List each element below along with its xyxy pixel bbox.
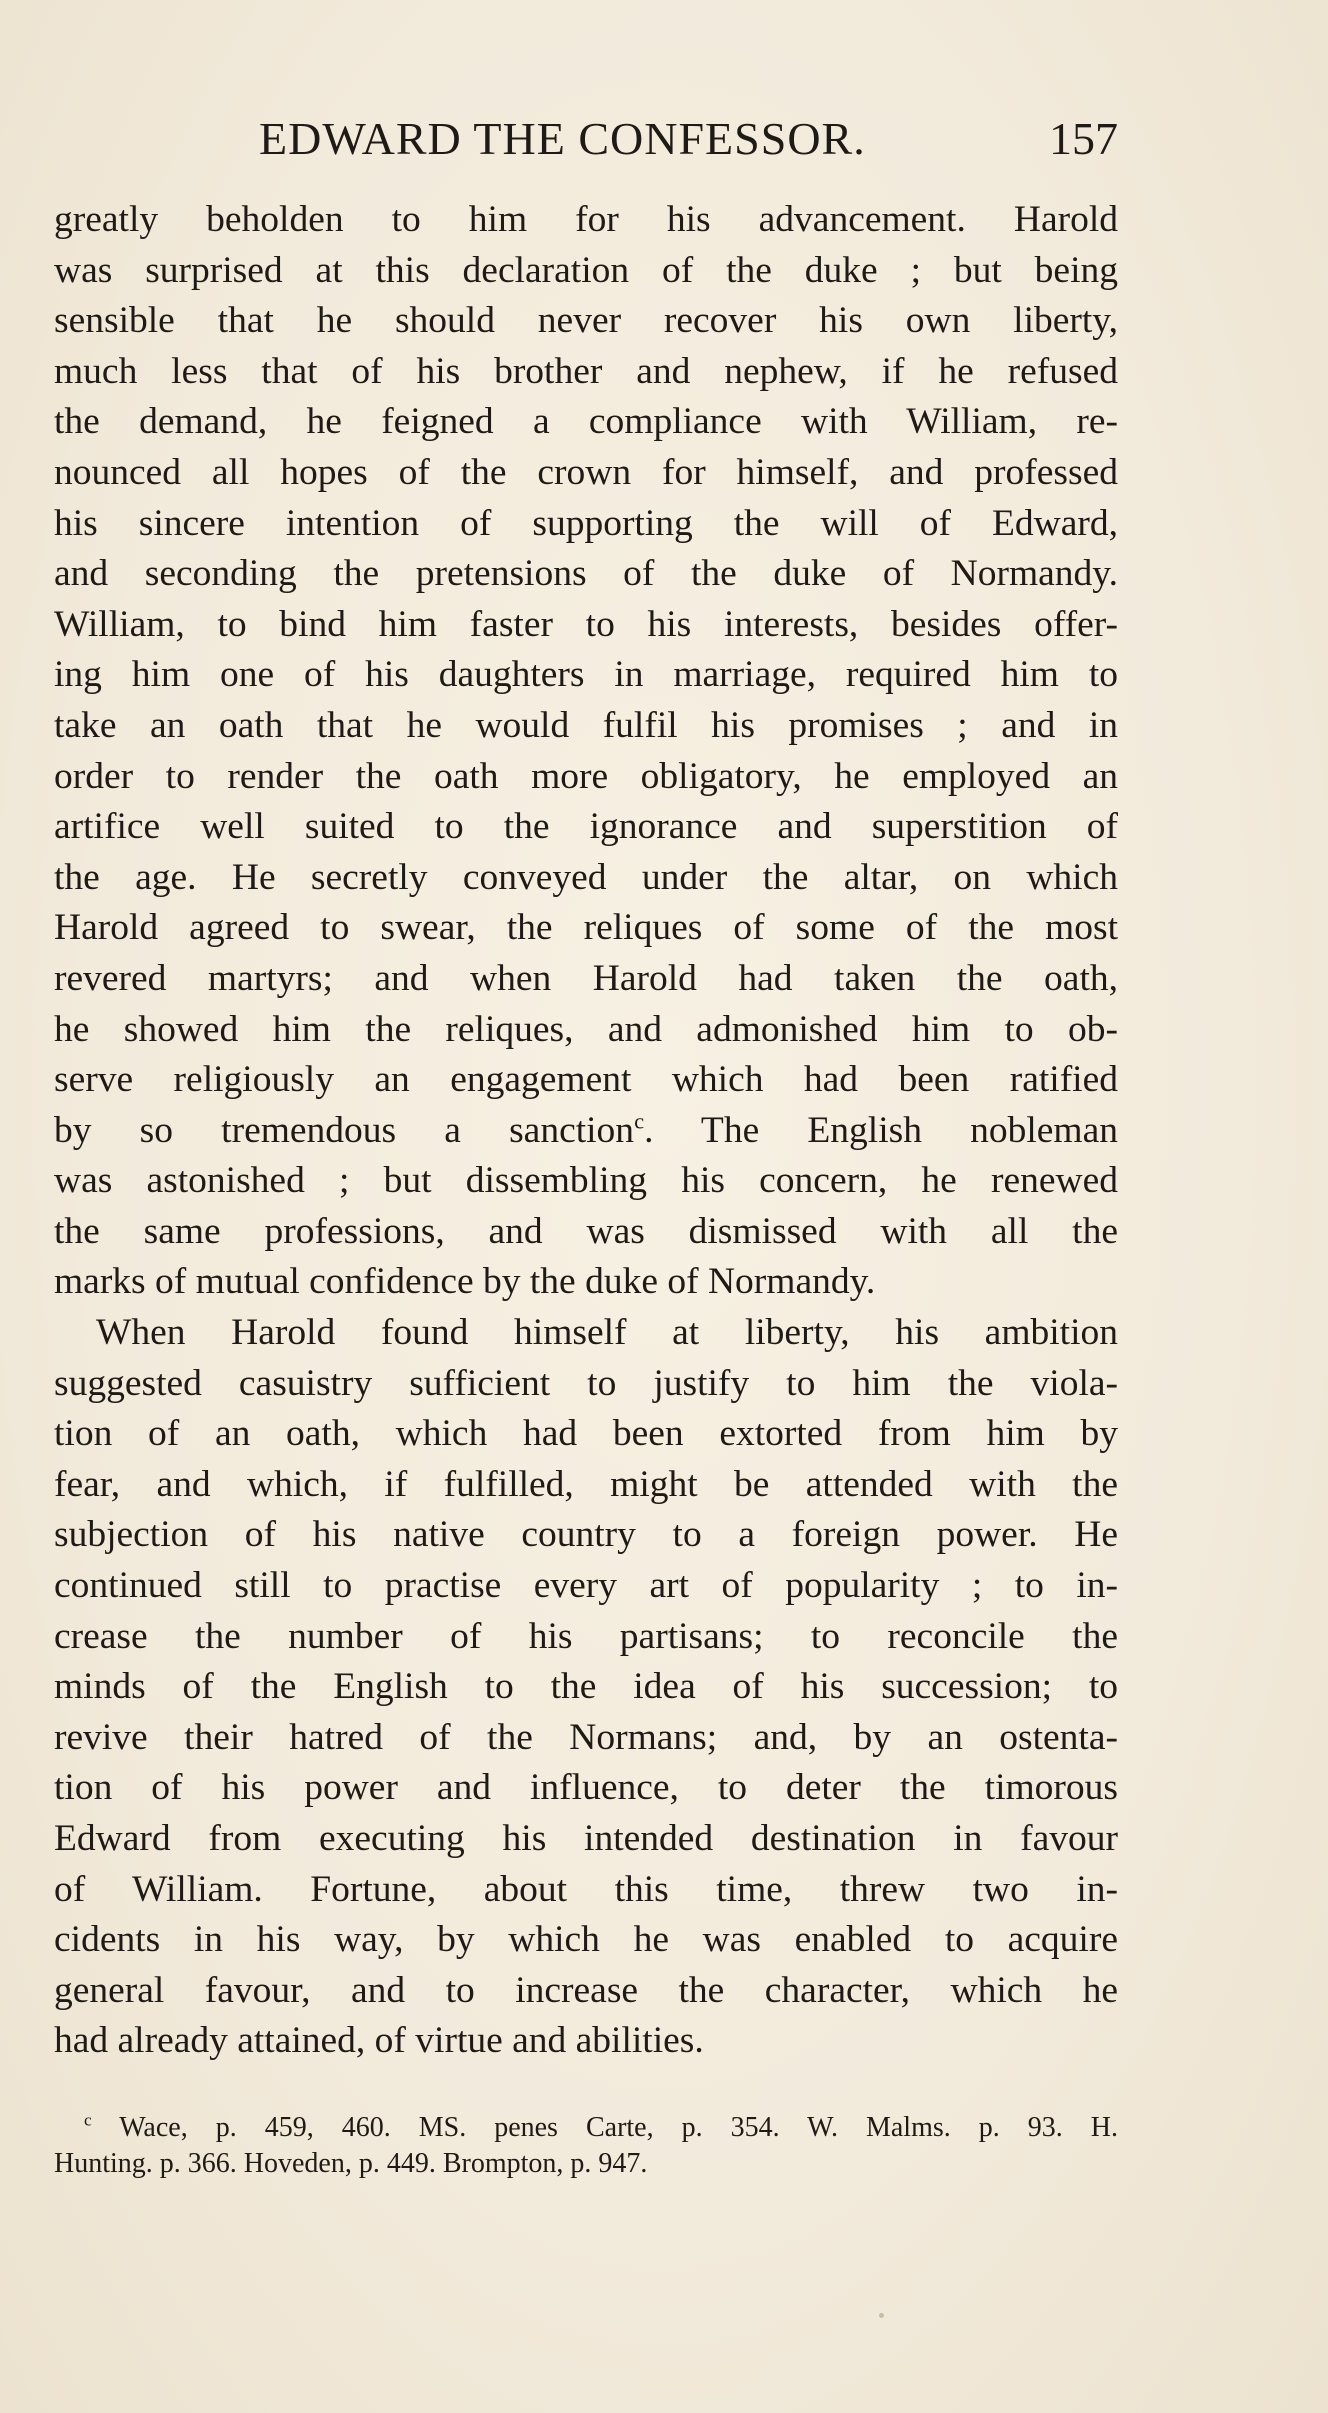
text-line: cidents in his way, by which he was enabled to acquire [54,1919,1118,1961]
text-line: greatly beholden to him for his advancement. Harold [54,199,1118,240]
text-line: continued still to practise every art of popularity ; to in- [54,1565,1118,1607]
text-line: of William. Fortune, about this time, threw two in- [54,1868,1118,1910]
text-line: take an oath that he would fulfil his promises ; and in [54,704,1118,746]
text-line: nounced all hopes of the crown for himself, and professed [54,451,1118,493]
text-line: William, to bind him faster to his interests, besides offer- [54,603,1118,645]
text-fragment: by so tremendous a sanction [54,1109,635,1151]
body-text [54,195,1118,2067]
text-line: revered martyrs; and when Harold had taken the oath, [54,957,1118,999]
running-title: EDWARD THE CONFESSOR. [259,113,866,164]
text-line: the age. He secretly conveyed under the altar, on which [54,856,1118,898]
text-line: revive their hatred of the Normans; and, by an ostenta- [54,1716,1118,1758]
paragraph-start-line: When Harold found himself at liberty, his ambition [96,1312,1118,1354]
running-header [54,112,1118,172]
text-line: he showed him the reliques, and admonished him to ob- [54,1008,1118,1050]
text-line: subjection of his native country to a foreign power. He [54,1514,1118,1556]
text-line: Harold agreed to swear, the reliques of some of the most [54,907,1118,949]
text-line: tion of an oath, which had been extorted from him by [54,1413,1118,1455]
text-line: and seconding the pretensions of the duke of Normandy. [54,553,1118,595]
text-line: his sincere intention of supporting the will of Edward, [54,502,1118,544]
text-line: tion of his power and influence, to deter the timorous [54,1767,1118,1809]
footnote-reference: c [634,1108,645,1134]
text-line: marks of mutual confidence by the duke of Normandy. [54,1261,876,1303]
text-fragment: . The English nobleman [644,1109,1118,1151]
text-line: was astonished ; but dissembling his concern, he renewed [54,1160,1118,1202]
text-line: Edward from executing his intended destination in favour [54,1818,1118,1859]
text-line: much less that of his brother and nephew, if he refused [54,350,1118,392]
footnote-line [54,2110,1118,2146]
text-line: the demand, he feigned a compliance with William, re- [54,401,1118,443]
text-line: artifice well suited to the ignorance and superstition of [54,806,1118,848]
paper-speck [879,2313,884,2318]
text-line: fear, and which, if fulfilled, might be attended with the [54,1463,1118,1505]
footnote-mark: c [84,2110,92,2130]
text-line: serve religiously an engagement which had been ratified [54,1059,1118,1101]
footnote-text: Wace, p. 459, 460. MS. penes Carte, p. 354. W. Malms. p. 93. H. [119,2112,1118,2143]
text-line: minds of the English to the idea of his succession; to [54,1666,1118,1708]
text-line: was surprised at this declaration of the duke ; but being [54,249,1118,291]
text-line: ing him one of his daughters in marriage, required him to [54,654,1118,696]
text-line: sensible that he should never recover his own liberty, [54,300,1118,342]
footnote-line: Hunting. p. 366. Hoveden, p. 449. Brompton, p. 947. [54,2148,648,2179]
text-line: general favour, and to increase the character, which he [54,1969,1118,2011]
text-line: suggested casuistry sufficient to justify to him the viola- [54,1362,1118,1404]
text-line: crease the number of his partisans; to reconcile the [54,1615,1118,1657]
text-line: the same professions, and was dismissed with all the [54,1210,1118,1252]
page-number: 157 [1049,113,1118,164]
text-line-with-footnote-ref [54,1106,1118,1157]
text-line: order to render the oath more obligatory, he employed an [54,755,1118,797]
footnote [54,2110,1118,2182]
text-line: had already attained, of virtue and abilities. [54,2020,704,2062]
